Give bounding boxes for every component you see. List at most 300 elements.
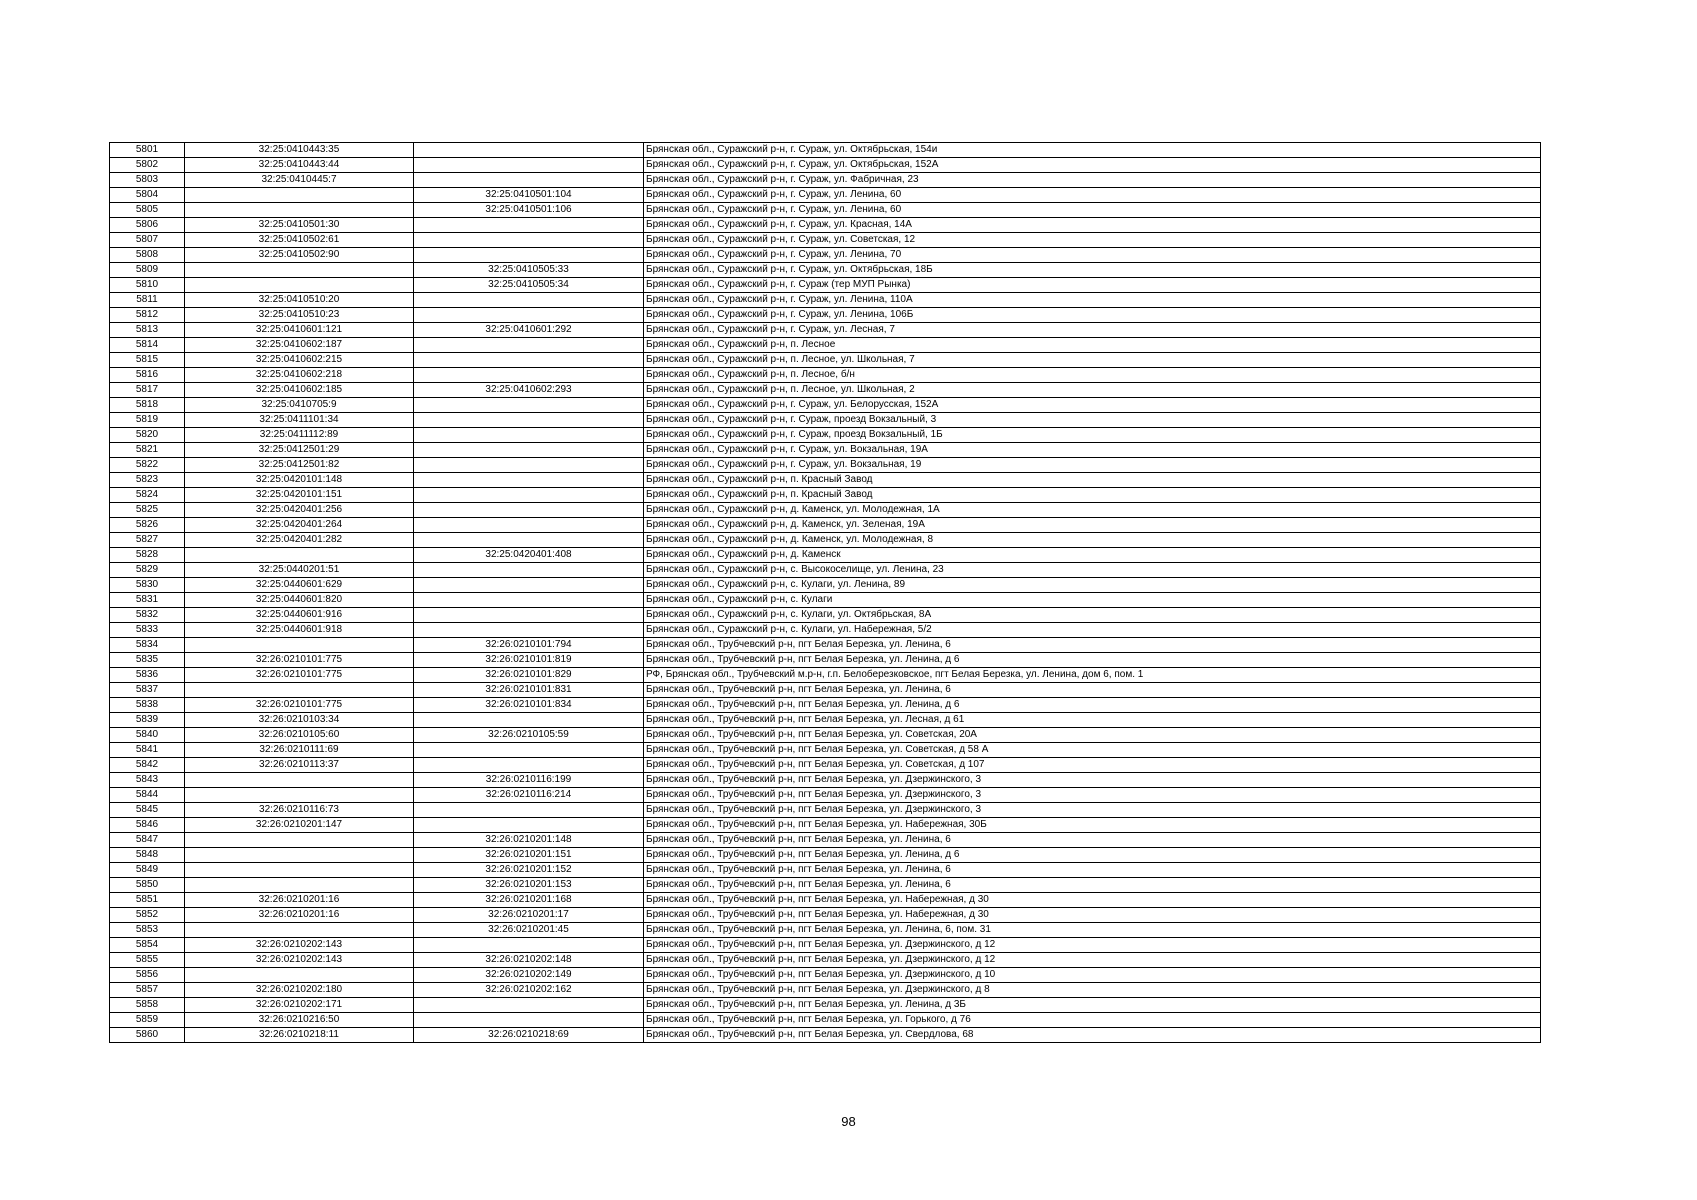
row-number-cell: 5808 [110, 248, 185, 263]
address-cell: Брянская обл., Трубчевский р-н, пгт Белая Березка, ул. Дзержинского, д 12 [644, 953, 1541, 968]
page-number: 98 [841, 1114, 856, 1129]
cadastral-number-cell: 32:26:0210111:69 [185, 743, 414, 758]
address-cell: Брянская обл., Суражский р-н, п. Лесное [644, 338, 1541, 353]
table-row [110, 293, 1541, 308]
linked-cadastral-number-cell: 32:26:0210105:59 [414, 728, 644, 743]
row-number-cell: 5821 [110, 443, 185, 458]
linked-cadastral-number-cell: 32:26:0210202:149 [414, 968, 644, 983]
linked-cadastral-number-cell [414, 743, 644, 758]
table-row [110, 968, 1541, 983]
address-cell: Брянская обл., Суражский р-н, г. Сураж, ул. Ленина, 106Б [644, 308, 1541, 323]
table-row [110, 578, 1541, 593]
row-number-cell: 5850 [110, 878, 185, 893]
table-row [110, 938, 1541, 953]
table-row [110, 218, 1541, 233]
table-row [110, 158, 1541, 173]
linked-cadastral-number-cell [414, 458, 644, 473]
linked-cadastral-number-cell [414, 623, 644, 638]
address-cell: Брянская обл., Суражский р-н, п. Красный Завод [644, 488, 1541, 503]
address-cell: Брянская обл., Суражский р-н, г. Сураж, ул. Вокзальная, 19 [644, 458, 1541, 473]
table-row [110, 1013, 1541, 1028]
linked-cadastral-number-cell [414, 233, 644, 248]
table-row [110, 638, 1541, 653]
address-cell: Брянская обл., Трубчевский р-н, пгт Белая Березка, ул. Ленина, д 6 [644, 653, 1541, 668]
address-cell: Брянская обл., Суражский р-н, г. Сураж, проезд Вокзальный, 3 [644, 413, 1541, 428]
row-number-cell: 5853 [110, 923, 185, 938]
linked-cadastral-number-cell: 32:26:0210201:152 [414, 863, 644, 878]
address-cell: Брянская обл., Суражский р-н, г. Сураж, ул. Советская, 12 [644, 233, 1541, 248]
address-cell: Брянская обл., Суражский р-н, г. Сураж, ул. Ленина, 70 [644, 248, 1541, 263]
cadastral-number-cell [185, 188, 414, 203]
row-number-cell: 5818 [110, 398, 185, 413]
row-number-cell: 5813 [110, 323, 185, 338]
row-number-cell: 5809 [110, 263, 185, 278]
table-row [110, 833, 1541, 848]
address-cell: Брянская обл., Суражский р-н, г. Сураж, проезд Вокзальный, 1Б [644, 428, 1541, 443]
cadastral-number-cell [185, 638, 414, 653]
linked-cadastral-number-cell: 32:25:0410505:33 [414, 263, 644, 278]
address-cell: Брянская обл., Трубчевский р-н, пгт Белая Березка, ул. Дзержинского, 3 [644, 773, 1541, 788]
row-number-cell: 5804 [110, 188, 185, 203]
cadastral-number-cell: 32:25:0410502:61 [185, 233, 414, 248]
cadastral-number-cell: 32:26:0210201:16 [185, 893, 414, 908]
linked-cadastral-number-cell [414, 593, 644, 608]
row-number-cell: 5827 [110, 533, 185, 548]
table-row [110, 893, 1541, 908]
linked-cadastral-number-cell: 32:26:0210101:794 [414, 638, 644, 653]
row-number-cell: 5817 [110, 383, 185, 398]
address-cell: Брянская обл., Суражский р-н, п. Лесное, ул. Школьная, 7 [644, 353, 1541, 368]
row-number-cell: 5857 [110, 983, 185, 998]
linked-cadastral-number-cell: 32:26:0210202:148 [414, 953, 644, 968]
linked-cadastral-number-cell [414, 353, 644, 368]
cadastral-number-cell [185, 848, 414, 863]
linked-cadastral-number-cell [414, 248, 644, 263]
address-cell: Брянская обл., Трубчевский р-н, пгт Белая Березка, ул. Ленина, д 6 [644, 848, 1541, 863]
cadastral-number-cell: 32:25:0440601:820 [185, 593, 414, 608]
cadastral-number-cell: 32:26:0210201:147 [185, 818, 414, 833]
row-number-cell: 5847 [110, 833, 185, 848]
row-number-cell: 5860 [110, 1028, 185, 1043]
linked-cadastral-number-cell [414, 1013, 644, 1028]
row-number-cell: 5819 [110, 413, 185, 428]
row-number-cell: 5849 [110, 863, 185, 878]
row-number-cell: 5851 [110, 893, 185, 908]
cadastral-number-cell: 32:25:0410443:44 [185, 158, 414, 173]
row-number-cell: 5854 [110, 938, 185, 953]
address-cell: Брянская обл., Трубчевский р-н, пгт Белая Березка, ул. Набережная, д 30 [644, 893, 1541, 908]
linked-cadastral-number-cell: 32:26:0210201:17 [414, 908, 644, 923]
table-row [110, 533, 1541, 548]
cadastral-number-cell: 32:26:0210105:60 [185, 728, 414, 743]
linked-cadastral-number-cell: 32:26:0210201:168 [414, 893, 644, 908]
table-row [110, 863, 1541, 878]
table-row [110, 548, 1541, 563]
cadastral-number-cell: 32:26:0210116:73 [185, 803, 414, 818]
table-row [110, 698, 1541, 713]
table-row [110, 803, 1541, 818]
linked-cadastral-number-cell: 32:26:0210201:153 [414, 878, 644, 893]
linked-cadastral-number-cell [414, 608, 644, 623]
cadastral-number-cell: 32:25:0410602:215 [185, 353, 414, 368]
table-row [110, 308, 1541, 323]
linked-cadastral-number-cell: 32:25:0420401:408 [414, 548, 644, 563]
linked-cadastral-number-cell: 32:26:0210101:819 [414, 653, 644, 668]
row-number-cell: 5835 [110, 653, 185, 668]
cadastral-number-cell [185, 923, 414, 938]
table-row [110, 758, 1541, 773]
table-row [110, 653, 1541, 668]
cadastral-number-cell: 32:26:0210103:34 [185, 713, 414, 728]
cadastral-number-cell [185, 788, 414, 803]
linked-cadastral-number-cell [414, 308, 644, 323]
table-row [110, 608, 1541, 623]
address-cell: Брянская обл., Трубчевский р-н, пгт Белая Березка, ул. Ленина, 6 [644, 638, 1541, 653]
linked-cadastral-number-cell: 32:26:0210201:148 [414, 833, 644, 848]
table-row [110, 353, 1541, 368]
row-number-cell: 5832 [110, 608, 185, 623]
cadastral-number-cell: 32:25:0411101:34 [185, 413, 414, 428]
table-row [110, 563, 1541, 578]
cadastral-number-cell: 32:25:0440601:629 [185, 578, 414, 593]
property-table-body [110, 143, 1541, 1043]
address-cell: Брянская обл., Суражский р-н, г. Сураж, ул. Белорусская, 152А [644, 398, 1541, 413]
address-cell: Брянская обл., Суражский р-н, г. Сураж, ул. Ленина, 110А [644, 293, 1541, 308]
cadastral-number-cell: 32:25:0410602:185 [185, 383, 414, 398]
row-number-cell: 5822 [110, 458, 185, 473]
address-cell: Брянская обл., Трубчевский р-н, пгт Белая Березка, ул. Дзержинского, д 10 [644, 968, 1541, 983]
linked-cadastral-number-cell [414, 473, 644, 488]
row-number-cell: 5816 [110, 368, 185, 383]
row-number-cell: 5807 [110, 233, 185, 248]
row-number-cell: 5856 [110, 968, 185, 983]
property-table-container [109, 142, 1541, 1043]
table-row [110, 908, 1541, 923]
row-number-cell: 5852 [110, 908, 185, 923]
address-cell: Брянская обл., Суражский р-н, д. Каменск [644, 548, 1541, 563]
cadastral-number-cell [185, 263, 414, 278]
row-number-cell: 5826 [110, 518, 185, 533]
linked-cadastral-number-cell [414, 368, 644, 383]
table-row [110, 788, 1541, 803]
table-row [110, 878, 1541, 893]
row-number-cell: 5805 [110, 203, 185, 218]
table-row [110, 983, 1541, 998]
row-number-cell: 5834 [110, 638, 185, 653]
row-number-cell: 5830 [110, 578, 185, 593]
linked-cadastral-number-cell [414, 428, 644, 443]
cadastral-number-cell: 32:26:0210216:50 [185, 1013, 414, 1028]
linked-cadastral-number-cell [414, 533, 644, 548]
address-cell: Брянская обл., Суражский р-н, п. Лесное, б/н [644, 368, 1541, 383]
cadastral-number-cell: 32:26:0210113:37 [185, 758, 414, 773]
linked-cadastral-number-cell: 32:26:0210101:831 [414, 683, 644, 698]
table-row [110, 173, 1541, 188]
cadastral-number-cell: 32:25:0412501:82 [185, 458, 414, 473]
row-number-cell: 5842 [110, 758, 185, 773]
row-number-cell: 5855 [110, 953, 185, 968]
linked-cadastral-number-cell [414, 578, 644, 593]
table-row [110, 998, 1541, 1013]
address-cell: Брянская обл., Трубчевский р-н, пгт Белая Березка, ул. Дзержинского, д 8 [644, 983, 1541, 998]
row-number-cell: 5833 [110, 623, 185, 638]
table-row [110, 473, 1541, 488]
cadastral-number-cell: 32:25:0410501:30 [185, 218, 414, 233]
row-number-cell: 5828 [110, 548, 185, 563]
address-cell: Брянская обл., Суражский р-н, г. Сураж, ул. Ленина, 60 [644, 203, 1541, 218]
cadastral-number-cell: 32:25:0410602:218 [185, 368, 414, 383]
row-number-cell: 5840 [110, 728, 185, 743]
address-cell: Брянская обл., Суражский р-н, д. Каменск, ул. Зеленая, 19А [644, 518, 1541, 533]
address-cell: Брянская обл., Суражский р-н, г. Сураж, ул. Октябрьская, 154и [644, 143, 1541, 158]
table-row [110, 818, 1541, 833]
row-number-cell: 5838 [110, 698, 185, 713]
linked-cadastral-number-cell: 32:25:0410602:293 [414, 383, 644, 398]
table-row [110, 278, 1541, 293]
row-number-cell: 5810 [110, 278, 185, 293]
row-number-cell: 5824 [110, 488, 185, 503]
row-number-cell: 5815 [110, 353, 185, 368]
cadastral-number-cell: 32:25:0420401:264 [185, 518, 414, 533]
table-row [110, 428, 1541, 443]
table-row [110, 338, 1541, 353]
linked-cadastral-number-cell: 32:26:0210101:829 [414, 668, 644, 683]
table-row [110, 368, 1541, 383]
linked-cadastral-number-cell: 32:26:0210101:834 [414, 698, 644, 713]
address-cell: Брянская обл., Трубчевский р-н, пгт Белая Березка, ул. Советская, д 58 А [644, 743, 1541, 758]
row-number-cell: 5846 [110, 818, 185, 833]
table-row [110, 233, 1541, 248]
table-row [110, 248, 1541, 263]
row-number-cell: 5811 [110, 293, 185, 308]
address-cell: Брянская обл., Суражский р-н, г. Сураж, ул. Ленина, 60 [644, 188, 1541, 203]
cadastral-number-cell: 32:25:0410510:23 [185, 308, 414, 323]
row-number-cell: 5803 [110, 173, 185, 188]
linked-cadastral-number-cell [414, 803, 644, 818]
cadastral-number-cell: 32:25:0412501:29 [185, 443, 414, 458]
cadastral-number-cell: 32:25:0420101:151 [185, 488, 414, 503]
cadastral-number-cell: 32:26:0210202:171 [185, 998, 414, 1013]
cadastral-number-cell: 32:25:0440601:916 [185, 608, 414, 623]
address-cell: Брянская обл., Трубчевский р-н, пгт Белая Березка, ул. Ленина, д 3Б [644, 998, 1541, 1013]
linked-cadastral-number-cell [414, 563, 644, 578]
address-cell: РФ, Брянская обл., Трубчевский м.р-н, г.п. Белоберезковское, пгт Белая Березка, ул. Ленина, дом 6, пом. 1 [644, 668, 1541, 683]
row-number-cell: 5806 [110, 218, 185, 233]
linked-cadastral-number-cell [414, 158, 644, 173]
table-row [110, 923, 1541, 938]
table-row [110, 773, 1541, 788]
cadastral-number-cell: 32:25:0410443:35 [185, 143, 414, 158]
address-cell: Брянская обл., Суражский р-н, г. Сураж, ул. Красная, 14А [644, 218, 1541, 233]
address-cell: Брянская обл., Суражский р-н, г. Сураж, ул. Октябрьская, 18Б [644, 263, 1541, 278]
linked-cadastral-number-cell [414, 443, 644, 458]
linked-cadastral-number-cell: 32:25:0410601:292 [414, 323, 644, 338]
address-cell: Брянская обл., Трубчевский р-н, пгт Белая Березка, ул. Дзержинского, д 12 [644, 938, 1541, 953]
address-cell: Брянская обл., Трубчевский р-н, пгт Белая Березка, ул. Набережная, 30Б [644, 818, 1541, 833]
address-cell: Брянская обл., Трубчевский р-н, пгт Белая Березка, ул. Ленина, д 6 [644, 698, 1541, 713]
linked-cadastral-number-cell [414, 413, 644, 428]
table-row [110, 143, 1541, 158]
linked-cadastral-number-cell [414, 218, 644, 233]
table-row [110, 488, 1541, 503]
table-row [110, 713, 1541, 728]
row-number-cell: 5801 [110, 143, 185, 158]
cadastral-number-cell: 32:25:0410445:7 [185, 173, 414, 188]
cadastral-number-cell: 32:26:0210101:775 [185, 668, 414, 683]
cadastral-number-cell: 32:25:0410601:121 [185, 323, 414, 338]
linked-cadastral-number-cell [414, 488, 644, 503]
table-row [110, 398, 1541, 413]
row-number-cell: 5823 [110, 473, 185, 488]
cadastral-number-cell: 32:26:0210201:16 [185, 908, 414, 923]
cadastral-number-cell [185, 968, 414, 983]
linked-cadastral-number-cell [414, 338, 644, 353]
cadastral-number-cell: 32:25:0420401:256 [185, 503, 414, 518]
linked-cadastral-number-cell: 32:26:0210201:151 [414, 848, 644, 863]
table-row [110, 203, 1541, 218]
row-number-cell: 5839 [110, 713, 185, 728]
address-cell: Брянская обл., Суражский р-н, г. Сураж, ул. Лесная, 7 [644, 323, 1541, 338]
row-number-cell: 5814 [110, 338, 185, 353]
address-cell: Брянская обл., Суражский р-н, г. Сураж, ул. Вокзальная, 19А [644, 443, 1541, 458]
address-cell: Брянская обл., Трубчевский р-н, пгт Белая Березка, ул. Ленина, 6 [644, 863, 1541, 878]
table-row [110, 188, 1541, 203]
address-cell: Брянская обл., Трубчевский р-н, пгт Белая Березка, ул. Ленина, 6, пом. 31 [644, 923, 1541, 938]
address-cell: Брянская обл., Трубчевский р-н, пгт Белая Березка, ул. Горького, д 76 [644, 1013, 1541, 1028]
table-row [110, 443, 1541, 458]
table-row [110, 503, 1541, 518]
cadastral-number-cell: 32:26:0210218:11 [185, 1028, 414, 1043]
cadastral-number-cell: 32:25:0420101:148 [185, 473, 414, 488]
cadastral-number-cell [185, 773, 414, 788]
address-cell: Брянская обл., Трубчевский р-н, пгт Белая Березка, ул. Советская, д 107 [644, 758, 1541, 773]
property-table [109, 142, 1541, 1043]
table-row [110, 383, 1541, 398]
table-row [110, 413, 1541, 428]
row-number-cell: 5837 [110, 683, 185, 698]
row-number-cell: 5859 [110, 1013, 185, 1028]
linked-cadastral-number-cell [414, 938, 644, 953]
cadastral-number-cell [185, 203, 414, 218]
table-row [110, 953, 1541, 968]
row-number-cell: 5831 [110, 593, 185, 608]
cadastral-number-cell: 32:25:0410510:20 [185, 293, 414, 308]
address-cell: Брянская обл., Суражский р-н, д. Каменск, ул. Молодежная, 1А [644, 503, 1541, 518]
linked-cadastral-number-cell [414, 998, 644, 1013]
row-number-cell: 5820 [110, 428, 185, 443]
linked-cadastral-number-cell [414, 293, 644, 308]
table-row [110, 668, 1541, 683]
table-row [110, 683, 1541, 698]
cadastral-number-cell [185, 863, 414, 878]
address-cell: Брянская обл., Суражский р-н, с. Кулаги, ул. Набережная, 5/2 [644, 623, 1541, 638]
cadastral-number-cell: 32:25:0440201:51 [185, 563, 414, 578]
cadastral-number-cell [185, 548, 414, 563]
table-row [110, 518, 1541, 533]
address-cell: Брянская обл., Трубчевский р-н, пгт Белая Березка, ул. Ленина, 6 [644, 683, 1541, 698]
cadastral-number-cell: 32:26:0210202:143 [185, 938, 414, 953]
linked-cadastral-number-cell [414, 818, 644, 833]
table-row [110, 458, 1541, 473]
address-cell: Брянская обл., Трубчевский р-н, пгт Белая Березка, ул. Набережная, д 30 [644, 908, 1541, 923]
cadastral-number-cell: 32:26:0210101:775 [185, 698, 414, 713]
address-cell: Брянская обл., Суражский р-н, п. Красный Завод [644, 473, 1541, 488]
table-row [110, 323, 1541, 338]
cadastral-number-cell [185, 833, 414, 848]
cadastral-number-cell: 32:25:0420401:282 [185, 533, 414, 548]
cadastral-number-cell: 32:25:0410705:9 [185, 398, 414, 413]
cadastral-number-cell [185, 878, 414, 893]
row-number-cell: 5844 [110, 788, 185, 803]
row-number-cell: 5802 [110, 158, 185, 173]
address-cell: Брянская обл., Трубчевский р-н, пгт Белая Березка, ул. Свердлова, 68 [644, 1028, 1541, 1043]
address-cell: Брянская обл., Суражский р-н, г. Сураж (тер МУП Рынка) [644, 278, 1541, 293]
linked-cadastral-number-cell: 32:26:0210202:162 [414, 983, 644, 998]
address-cell: Брянская обл., Трубчевский р-н, пгт Белая Березка, ул. Ленина, 6 [644, 878, 1541, 893]
row-number-cell: 5836 [110, 668, 185, 683]
address-cell: Брянская обл., Трубчевский р-н, пгт Белая Березка, ул. Советская, 20А [644, 728, 1541, 743]
cadastral-number-cell: 32:25:0410602:187 [185, 338, 414, 353]
address-cell: Брянская обл., Трубчевский р-н, пгт Белая Березка, ул. Лесная, д 61 [644, 713, 1541, 728]
table-row [110, 623, 1541, 638]
linked-cadastral-number-cell: 32:25:0410501:106 [414, 203, 644, 218]
address-cell: Брянская обл., Трубчевский р-н, пгт Белая Березка, ул. Дзержинского, 3 [644, 803, 1541, 818]
linked-cadastral-number-cell: 32:25:0410505:34 [414, 278, 644, 293]
table-row [110, 743, 1541, 758]
row-number-cell: 5858 [110, 998, 185, 1013]
row-number-cell: 5812 [110, 308, 185, 323]
table-row [110, 1028, 1541, 1043]
address-cell: Брянская обл., Трубчевский р-н, пгт Белая Березка, ул. Ленина, 6 [644, 833, 1541, 848]
linked-cadastral-number-cell: 32:26:0210201:45 [414, 923, 644, 938]
table-row [110, 263, 1541, 278]
address-cell: Брянская обл., Суражский р-н, с. Кулаги, ул. Ленина, 89 [644, 578, 1541, 593]
cadastral-number-cell: 32:26:0210202:143 [185, 953, 414, 968]
cadastral-number-cell [185, 683, 414, 698]
linked-cadastral-number-cell [414, 398, 644, 413]
address-cell: Брянская обл., Суражский р-н, г. Сураж, ул. Фабричная, 23 [644, 173, 1541, 188]
address-cell: Брянская обл., Суражский р-н, д. Каменск, ул. Молодежная, 8 [644, 533, 1541, 548]
row-number-cell: 5825 [110, 503, 185, 518]
address-cell: Брянская обл., Суражский р-н, с. Высокоселище, ул. Ленина, 23 [644, 563, 1541, 578]
cadastral-number-cell: 32:25:0410502:90 [185, 248, 414, 263]
cadastral-number-cell: 32:26:0210101:775 [185, 653, 414, 668]
row-number-cell: 5845 [110, 803, 185, 818]
linked-cadastral-number-cell: 32:26:0210116:214 [414, 788, 644, 803]
linked-cadastral-number-cell [414, 143, 644, 158]
cadastral-number-cell: 32:26:0210202:180 [185, 983, 414, 998]
row-number-cell: 5829 [110, 563, 185, 578]
address-cell: Брянская обл., Суражский р-н, п. Лесное, ул. Школьная, 2 [644, 383, 1541, 398]
address-cell: Брянская обл., Трубчевский р-н, пгт Белая Березка, ул. Дзержинского, 3 [644, 788, 1541, 803]
cadastral-number-cell: 32:25:0411112:89 [185, 428, 414, 443]
row-number-cell: 5843 [110, 773, 185, 788]
address-cell: Брянская обл., Суражский р-н, с. Кулаги [644, 593, 1541, 608]
row-number-cell: 5848 [110, 848, 185, 863]
table-row [110, 728, 1541, 743]
linked-cadastral-number-cell [414, 758, 644, 773]
linked-cadastral-number-cell: 32:26:0210116:199 [414, 773, 644, 788]
address-cell: Брянская обл., Суражский р-н, г. Сураж, ул. Октябрьская, 152А [644, 158, 1541, 173]
cadastral-number-cell: 32:25:0440601:918 [185, 623, 414, 638]
table-row [110, 848, 1541, 863]
cadastral-number-cell [185, 278, 414, 293]
linked-cadastral-number-cell: 32:25:0410501:104 [414, 188, 644, 203]
address-cell: Брянская обл., Суражский р-н, с. Кулаги, ул. Октябрьская, 8А [644, 608, 1541, 623]
row-number-cell: 5841 [110, 743, 185, 758]
linked-cadastral-number-cell [414, 173, 644, 188]
linked-cadastral-number-cell: 32:26:0210218:69 [414, 1028, 644, 1043]
